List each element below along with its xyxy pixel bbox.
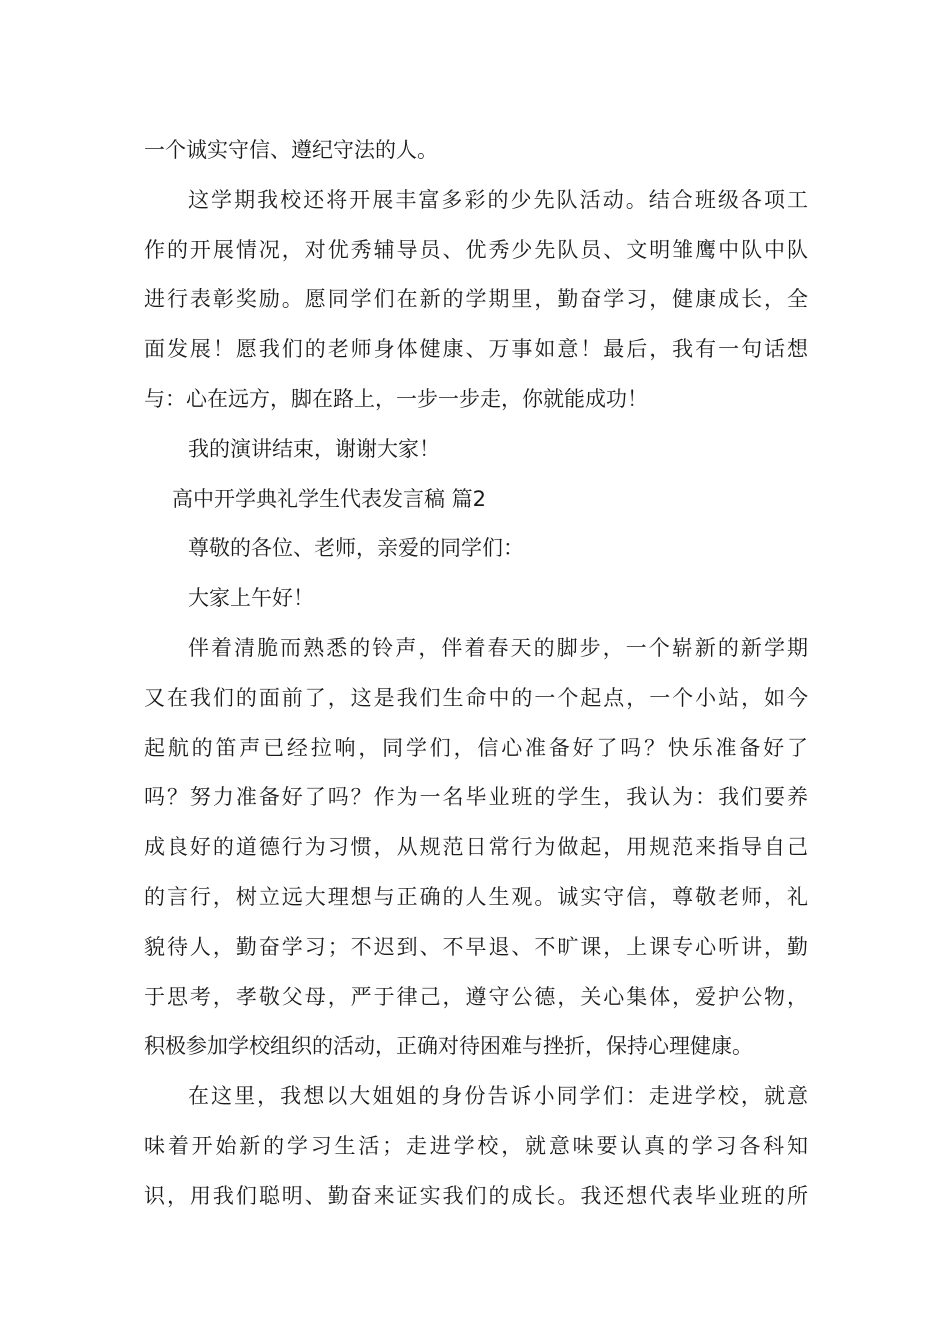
text-line: 貌待人，勤奋学习；不迟到、不早退、不旷课，上课专心听讲，勤: [144, 934, 808, 959]
text-line: 于思考，孝敬父母，严于律己，遵守公德，关心集体，爱护公物，: [144, 984, 808, 1009]
salutation-line: 尊敬的各位、老师，亲爱的同学们：: [188, 536, 524, 561]
text-line: 与：心在远方，脚在路上，一步一步走，你就能成功！: [144, 386, 648, 411]
section-heading: 高中开学典礼学生代表发言稿 篇2: [172, 486, 487, 511]
text-line: 一个诚实守信、遵纪守法的人。: [144, 138, 438, 162]
text-line: 成良好的道德行为习惯，从规范日常行为做起，用规范来指导自己: [144, 835, 808, 860]
text-line: 进行表彰奖励。愿同学们在新的学期里，勤奋学习，健康成长，全: [144, 287, 808, 312]
text-line: 起航的笛声已经拉响，同学们，信心准备好了吗？快乐准备好了: [144, 735, 808, 760]
text-line: 在这里，我想以大姐姐的身份告诉小同学们：走进学校，就意: [188, 1084, 808, 1109]
text-line: 作的开展情况，对优秀辅导员、优秀少先队员、文明雏鹰中队中队: [144, 237, 808, 262]
text-line: 积极参加学校组织的活动，正确对待困难与挫折，保持心理健康。: [144, 1034, 753, 1059]
greeting-line: 大家上午好！: [188, 586, 314, 611]
document-body: [144, 126, 808, 1222]
text-line: 我的演讲结束，谢谢大家！: [188, 436, 440, 461]
text-line: 味着开始新的学习生活；走进学校，就意味要认真的学习各科知: [144, 1133, 808, 1158]
text-line: 面发展！愿我们的老师身体健康、万事如意！最后，我有一句话想: [144, 337, 808, 362]
text-line: 伴着清脆而熟悉的铃声，伴着春天的脚步，一个崭新的新学期: [188, 635, 808, 660]
text-line: 的言行，树立远大理想与正确的人生观。诚实守信，尊敬老师，礼: [144, 884, 808, 909]
text-line: 识，用我们聪明、勤奋来证实我们的成长。我还想代表毕业班的所: [144, 1183, 808, 1208]
text-line: 又在我们的面前了，这是我们生命中的一个起点，一个小站，如今: [144, 685, 808, 710]
text-line: 吗？努力准备好了吗？作为一名毕业班的学生，我认为：我们要养: [144, 785, 808, 810]
text-line: 这学期我校还将开展丰富多彩的少先队活动。结合班级各项工: [188, 187, 808, 212]
